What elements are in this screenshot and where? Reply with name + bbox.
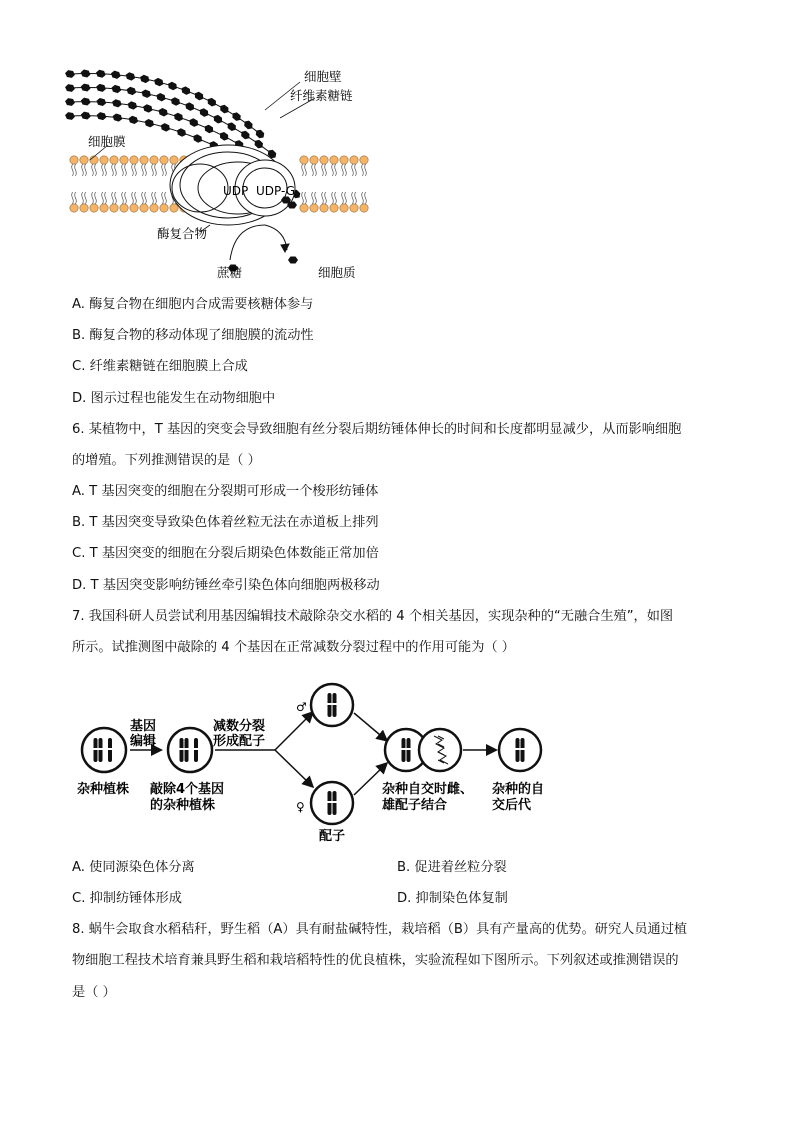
- label-cytoplasm: 细胞质: [318, 265, 356, 280]
- male-gamete-cell: [311, 684, 353, 726]
- label-udp: UDP: [223, 184, 249, 198]
- q7-option-c[interactable]: C. 抑制纺锤体形成: [72, 891, 182, 906]
- label-male: ♂: [296, 700, 307, 714]
- q6-option-a[interactable]: A. T 基因突变的细胞在分裂期可形成一个梭形纺锤体: [72, 484, 379, 499]
- q7-option-b[interactable]: B. 促进着丝粒分裂: [397, 860, 507, 875]
- q8-stem-line3: 是（ ）: [72, 985, 116, 1000]
- apomixis-diagram: [70, 678, 560, 846]
- q7-option-a[interactable]: A. 使同源染色体分离: [72, 860, 195, 875]
- gamete-fusion-cells: [385, 729, 461, 771]
- female-gamete-cell: [311, 782, 353, 824]
- enzyme-complex: [170, 145, 295, 260]
- q7-option-d[interactable]: D. 抑制染色体复制: [397, 891, 508, 906]
- label-knockout-2: 的杂种植株: [150, 798, 216, 813]
- q5-option-a[interactable]: A. 酶复合物在细胞内合成需要核糖体参与: [72, 297, 314, 312]
- label-meiosis-1: 减数分裂: [213, 719, 266, 734]
- label-gene-edit-1: 基因: [130, 719, 157, 734]
- q7-stem-line1: 7. 我国科研人员尝试利用基因编辑技术敲除杂交水稻的 4 个相关基因，实现杂种的“无融合生殖”，如图: [72, 609, 674, 624]
- hybrid-plant-cell: [82, 728, 126, 772]
- offspring-cell: [499, 729, 541, 771]
- label-cellulose-chain: 纤维素糖链: [290, 88, 353, 103]
- q6-option-b[interactable]: B. T 基因突变导致染色体着丝粒无法在赤道板上排列: [72, 515, 379, 530]
- q8-stem-line2: 物细胞工程技术培育兼具野生稻和栽培稻特性的优良植株，实验流程如下图所示。下列叙述或推测错误的: [72, 953, 679, 968]
- label-gamete: 配子: [319, 829, 346, 844]
- knockout-plant-cell: [168, 728, 212, 772]
- q8-stem-line1: 8. 蜗牛会取食水稻秸秆，野生稻（A）具有耐盐碱特性，栽培稻（B）具有产量高的优势。研究人员通过植: [72, 922, 688, 937]
- q5-option-d[interactable]: D. 图示过程也能发生在动物细胞中: [72, 391, 276, 406]
- label-knockout-1: 敲除4个基因: [150, 782, 225, 797]
- label-enzyme-complex: 酶复合物: [157, 226, 208, 241]
- label-udp-g: UDP-G: [256, 184, 296, 198]
- label-meiosis-2: 形成配子: [213, 734, 266, 749]
- q6-stem-line1: 6. 某植物中，T 基因的突变会导致细胞有丝分裂后期纺锤体伸长的时间和长度都明显减少，从而影响细胞: [72, 422, 682, 437]
- q5-option-b[interactable]: B. 酶复合物的移动体现了细胞膜的流动性: [72, 328, 314, 343]
- label-hybrid-plant: 杂种植株: [77, 782, 130, 797]
- q6-option-d[interactable]: D. T 基因突变影响纺锤丝牵引染色体向细胞两极移动: [72, 578, 380, 593]
- label-fusion-2: 雄配子结合: [382, 798, 448, 813]
- q6-stem-line2: 的增殖。下列推测错误的是（ ）: [72, 453, 261, 468]
- label-fusion-1: 杂种自交时雌、: [382, 782, 474, 797]
- q7-stem-line2: 所示。试推测图中敲除的 4 个基因在正常减数分裂过程中的作用可能为（ ）: [72, 640, 515, 655]
- q5-option-c[interactable]: C. 纤维素糖链在细胞膜上合成: [72, 359, 248, 374]
- label-sucrose: 蔗糖: [217, 265, 243, 280]
- label-offspring-1: 杂种的自: [492, 782, 545, 797]
- label-offspring-2: 交后代: [492, 798, 532, 813]
- label-cell-wall: 细胞壁: [304, 69, 342, 84]
- label-female: ♀: [296, 800, 305, 814]
- label-cell-membrane: 细胞膜: [88, 134, 126, 149]
- label-gene-edit-2: 编辑: [130, 734, 157, 749]
- cellulose-synthesis-diagram: [60, 60, 380, 285]
- q6-option-c[interactable]: C. T 基因突变的细胞在分裂后期染色体数能正常加倍: [72, 546, 379, 561]
